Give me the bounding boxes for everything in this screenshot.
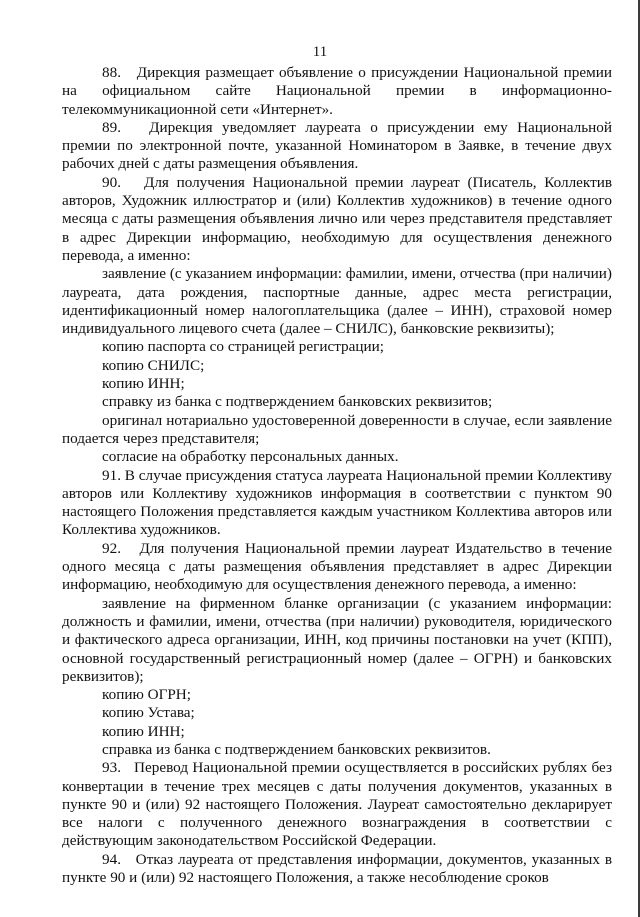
clause-90-item-power-of-attorney: оригинал нотариально удостоверенной доверенности в случае, если заявление подается через представителя; — [62, 411, 612, 447]
clause-92: 92. Для получения Национальной премии лауреат Издательство в течение одного месяца с даты размещения объявления представляет в адрес Дирекции информацию, необходимую для осуществления денежного перевода, а именно: — [62, 539, 612, 594]
clause-90-item-inn: копию ИНН; — [102, 375, 185, 393]
clause-90-item-snils: копию СНИЛС; — [102, 356, 205, 374]
clause-92-item-inn: копию ИНН; — [102, 722, 185, 740]
document-body — [62, 64, 612, 887]
clause-90-item-consent: согласие на обработку персональных данных. — [102, 448, 399, 466]
clause-90-item-bank-certificate: справку из банка с подтверждением банковских реквизитов; — [102, 393, 493, 411]
clause-91: 91. В случае присуждения статуса лауреата Национальной премии Коллективу авторов или Коллективу художников информация в соответствии с пунктом 90 настоящего Положения представляется каждым участником Коллектива авторов или Коллектива художников. — [62, 466, 612, 539]
clause-88: 88. Дирекция размещает объявление о присуждении Национальной премии на официальном сайте Национальной премии в информационно-телекоммуникационной сети «Интернет». — [62, 64, 612, 118]
clause-92-item-charter: копию Устава; — [102, 704, 195, 722]
clause-92-item-bank-certificate: справка из банка с подтверждением банковских реквизитов. — [102, 740, 491, 758]
clause-92-item-ogrn: копию ОГРН; — [102, 686, 191, 704]
clause-89: 89. Дирекция уведомляет лауреата о присуждении ему Национальной премии по электронной почте, указанной Номинатором в Заявке, в течение двух рабочих дней с даты размещения объявления. — [62, 118, 612, 173]
clause-92-item-application: заявление на фирменном бланке организации (с указанием информации: должность и фамилии, имени, отчества (при наличии) руководителя, юридического и фактического адреса организации, ИНН, код причины постановки на учет (КПП), основной государственный регистрационный номер (далее – ОГРН) и банковских реквизитов); — [62, 594, 612, 685]
page-number: 11 — [312, 44, 328, 60]
clause-90-item-application: заявление (с указанием информации: фамилии, имени, отчества (при наличии) лауреата, дата рождения, паспортные данные, адрес места регистрации, идентификационный номер налогоплательщика (далее – ИНН), страховой номер индивидуального лицевого счета (далее – СНИЛС), банковские реквизиты); — [62, 265, 612, 338]
clause-94: 94. Отказ лауреата от представления информации, документов, указанных в пункте 90 и (или) 92 настоящего Положения, а также несоблюдение сроков — [62, 850, 612, 887]
clause-90: 90. Для получения Национальной премии лауреат (Писатель, Коллектив авторов, Художник иллюстратор и (или) Коллектив художников) в течение одного месяца с даты размещения объявления лично или через представителя представляет в адрес Дирекции информацию, необходимую для осуществления денежного перевода, а именно: — [62, 173, 612, 264]
clause-93: 93. Перевод Национальной премии осуществляется в российских рублях без конвертации в течение трех месяцев с даты получения документов, указанных в пункте 90 и (или) 92 настоящего Положения. Лауреат самостоятельно декларирует все налоги с полученного денежного вознаграждения в соответствии с действующим законодательством Российской Федерации. — [62, 759, 612, 850]
clause-90-item-passport: копию паспорта со страницей регистрации; — [102, 338, 384, 356]
